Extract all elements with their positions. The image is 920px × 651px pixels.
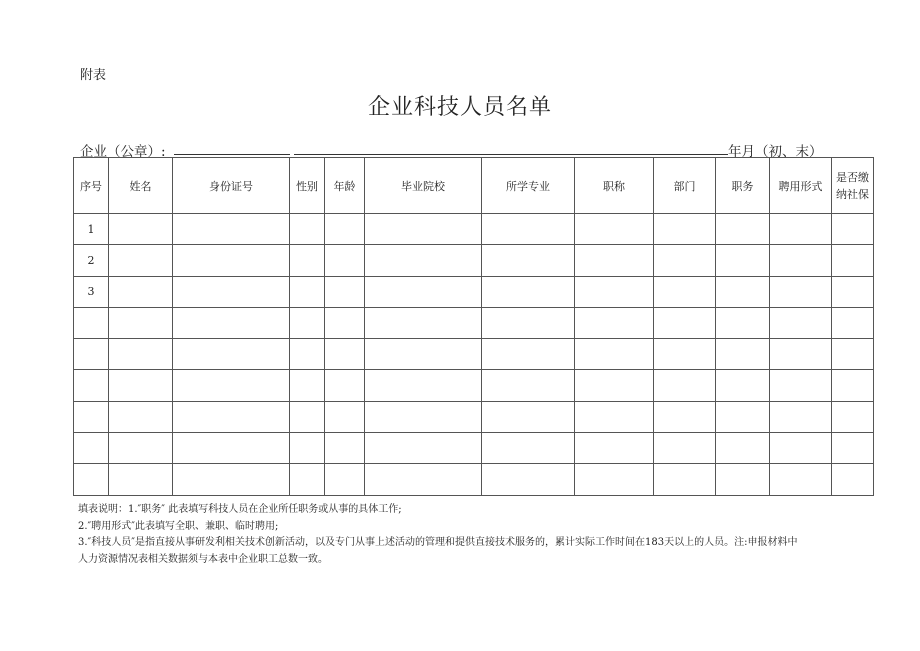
table-cell[interactable] [173,433,290,464]
table-row [74,433,874,464]
table-cell[interactable] [109,276,173,307]
table-cell[interactable] [654,464,716,495]
table-cell[interactable] [325,433,365,464]
table-cell[interactable] [482,214,575,245]
table-cell[interactable] [290,464,325,495]
col-header-id-number: 身份证号 [173,158,290,214]
table-cell[interactable] [654,307,716,338]
table-cell[interactable] [365,276,482,307]
table-cell[interactable] [654,401,716,432]
table-cell[interactable] [290,245,325,276]
col-header-department: 部门 [654,158,716,214]
table-row [74,214,874,245]
table-cell[interactable] [575,245,654,276]
table-cell[interactable] [654,339,716,370]
table-cell[interactable] [575,433,654,464]
table-cell[interactable] [770,370,832,401]
table-cell[interactable] [716,464,770,495]
table-cell[interactable] [325,464,365,495]
table-cell[interactable] [482,245,575,276]
table-cell[interactable] [832,401,874,432]
col-header-major: 所学专业 [482,158,575,214]
table-cell[interactable] [654,276,716,307]
table-cell[interactable] [716,214,770,245]
table-cell[interactable] [173,276,290,307]
table-cell[interactable] [290,433,325,464]
table-cell[interactable] [365,214,482,245]
col-header-age: 年龄 [325,158,365,214]
table-cell[interactable] [290,214,325,245]
table-cell[interactable] [654,370,716,401]
company-underline [174,154,290,155]
table-header-row [74,158,874,214]
col-header-position: 职务 [716,158,770,214]
table-cell[interactable] [575,276,654,307]
col-header-name: 姓名 [109,158,173,214]
table-cell[interactable] [109,370,173,401]
table-cell[interactable] [770,245,832,276]
col-header-title: 职称 [575,158,654,214]
col-header-school: 毕业院校 [365,158,482,214]
table-cell[interactable] [482,401,575,432]
col-header-employment-type: 聘用形式 [770,158,832,214]
document-title: 企业科技人员名单 [367,95,552,120]
table-cell[interactable] [365,245,482,276]
table-cell[interactable] [173,339,290,370]
table-row [74,370,874,401]
table-cell[interactable] [575,370,654,401]
table-cell[interactable] [290,401,325,432]
table-cell[interactable] [109,433,173,464]
table-cell[interactable] [325,307,365,338]
table-cell[interactable] [716,339,770,370]
table-cell[interactable] [365,464,482,495]
table-cell[interactable] [832,339,874,370]
table-cell[interactable] [173,245,290,276]
table-row [74,339,874,370]
table-cell[interactable] [109,307,173,338]
fill-instructions [78,502,888,568]
table-cell[interactable] [482,276,575,307]
col-header-index: 序号 [74,158,109,214]
table-cell[interactable] [290,370,325,401]
table-cell[interactable] [716,276,770,307]
table-cell[interactable] [716,433,770,464]
table-cell[interactable] [575,401,654,432]
table-cell[interactable] [654,433,716,464]
table-row [74,401,874,432]
table-cell[interactable] [716,307,770,338]
table-cell[interactable] [770,214,832,245]
table-cell[interactable] [832,307,874,338]
table-row [74,276,874,307]
table-cell[interactable] [832,276,874,307]
table-cell[interactable] [716,245,770,276]
col-header-gender: 性别 [290,158,325,214]
table-cell[interactable] [365,401,482,432]
table-cell[interactable] [770,276,832,307]
table-cell[interactable] [654,245,716,276]
table-cell[interactable] [575,307,654,338]
note-line: 2.″聘用形式″此表填写全职、兼职、临时聘用; [78,520,279,532]
table-cell[interactable] [575,464,654,495]
row-index-cell[interactable]: 3 [74,276,109,307]
row-index-cell[interactable]: 2 [74,245,109,276]
table-cell[interactable] [482,307,575,338]
row-index-cell[interactable] [74,307,109,338]
table-cell[interactable] [109,464,173,495]
table-cell[interactable] [290,307,325,338]
table-cell[interactable] [325,214,365,245]
table-cell[interactable] [832,370,874,401]
table-cell[interactable] [770,464,832,495]
table-cell[interactable] [575,339,654,370]
note-line: 填表说明：1.″职务″ 此表填写科技人员在企业所任职务或从事的具体工作; [78,504,402,515]
table-cell[interactable] [770,433,832,464]
table-cell[interactable] [832,464,874,495]
table-cell[interactable] [654,214,716,245]
table-cell[interactable] [109,214,173,245]
table-cell[interactable] [832,245,874,276]
table-cell[interactable] [832,433,874,464]
table-cell[interactable] [575,214,654,245]
table-cell[interactable] [325,245,365,276]
table-row [74,307,874,338]
period-label: 年月（初、末） [728,144,823,160]
row-index-cell[interactable] [74,433,109,464]
table-cell[interactable] [109,245,173,276]
table-cell[interactable] [173,370,290,401]
table-cell[interactable] [290,276,325,307]
period-underline [294,154,728,155]
table-row [74,245,874,276]
table-cell[interactable] [109,401,173,432]
note-line: 人力资源情况表相关数据须与本表中企业职工总数一致。 [78,553,328,565]
table-cell[interactable] [173,214,290,245]
table-cell[interactable] [325,276,365,307]
table-cell[interactable] [482,339,575,370]
table-cell[interactable] [173,307,290,338]
table-cell[interactable] [290,339,325,370]
table-cell[interactable] [770,401,832,432]
row-index-cell[interactable] [74,401,109,432]
table-cell[interactable] [365,370,482,401]
table-cell[interactable] [716,370,770,401]
note-line: 3.″科技人员″是指直接从事研发利相关技术创新活动，以及专门从事上述活动的管理和提供直接技术服务的，累计实际工作时间在183天以上的人员。注:申报材料中 [78,537,798,548]
table-cell[interactable] [770,307,832,338]
row-index-cell[interactable]: 1 [74,214,109,245]
table-cell[interactable] [716,401,770,432]
table-cell[interactable] [482,370,575,401]
col-header-social-insurance: 是否缴纳社保 [832,158,874,214]
table-cell[interactable] [365,433,482,464]
row-index-cell[interactable] [74,370,109,401]
table-cell[interactable] [325,339,365,370]
table-cell[interactable] [325,370,365,401]
table-cell[interactable] [832,214,874,245]
table-cell[interactable] [482,464,575,495]
row-index-cell[interactable] [74,464,109,495]
table-cell[interactable] [173,401,290,432]
row-index-cell[interactable] [74,339,109,370]
table-cell[interactable] [173,464,290,495]
table-row [74,464,874,495]
company-seal-label: 企业（公章）: [80,144,166,160]
table-cell[interactable] [325,401,365,432]
table-cell[interactable] [365,307,482,338]
staff-roster-table [73,157,874,496]
attachment-label: 附表 [80,68,107,83]
table-cell[interactable] [365,339,482,370]
table-cell[interactable] [109,339,173,370]
table-cell[interactable] [482,433,575,464]
table-cell[interactable] [770,339,832,370]
